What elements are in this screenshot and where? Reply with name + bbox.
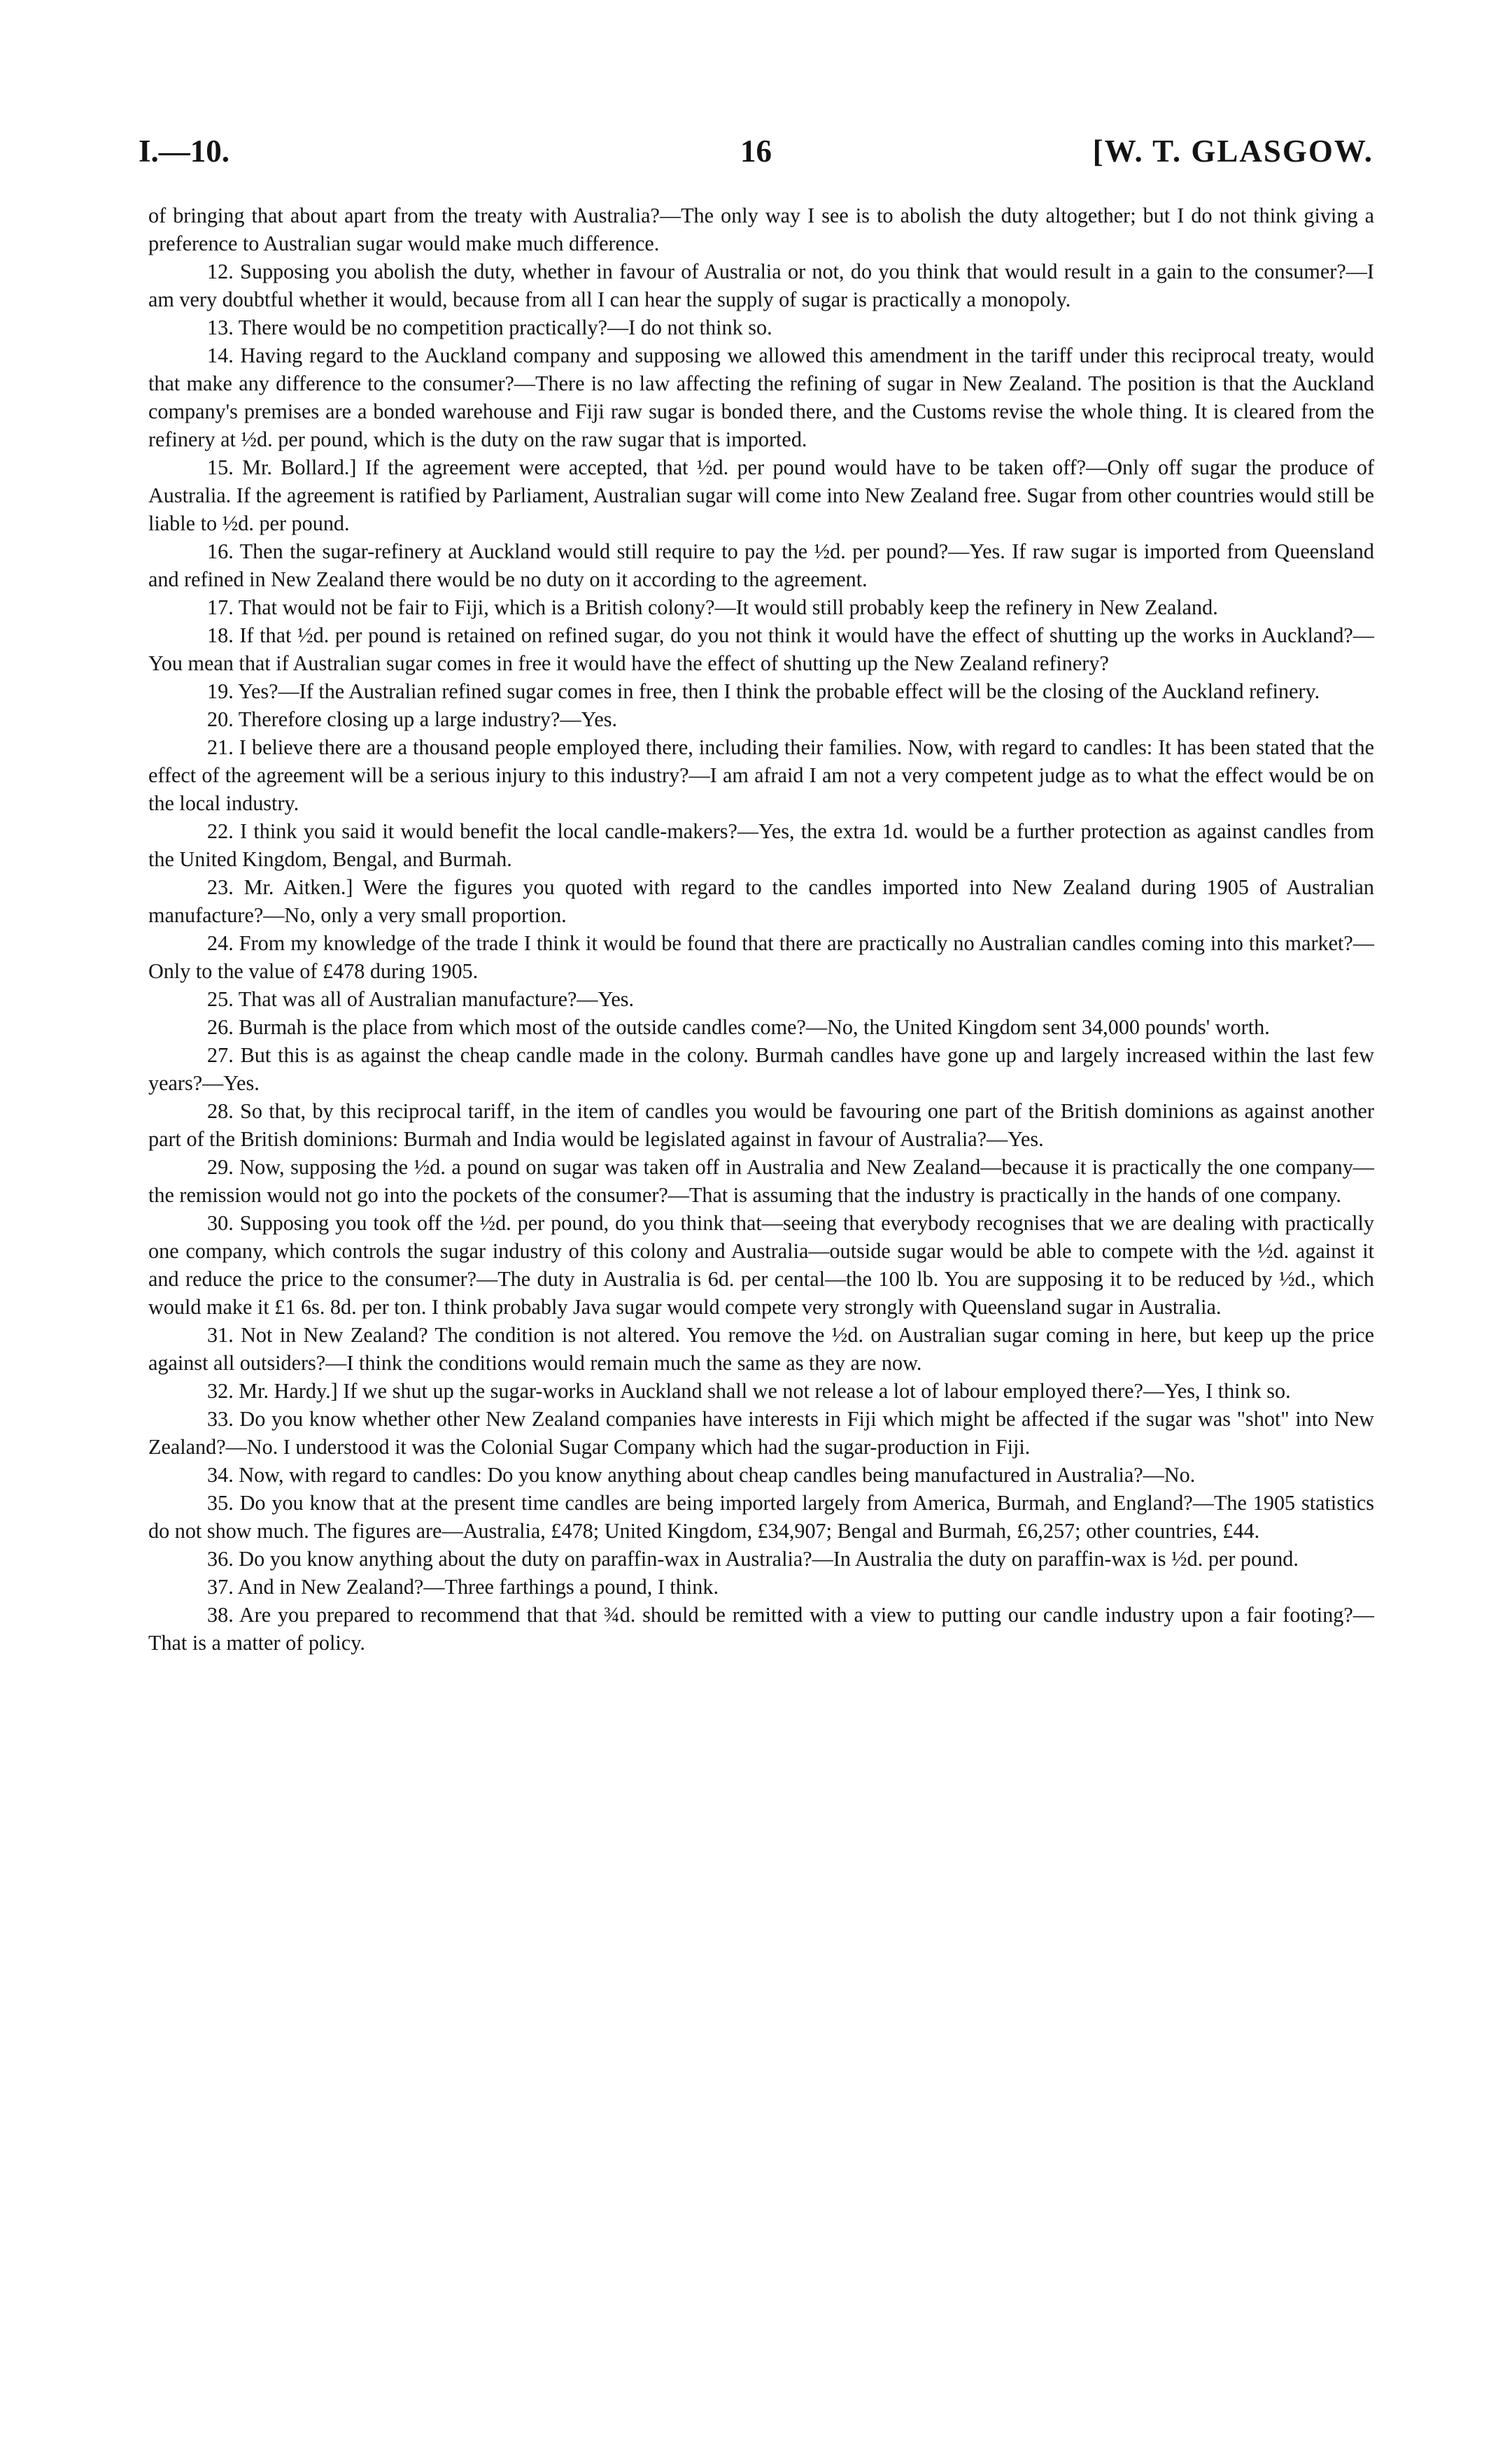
question-23: 23. Mr. Aitken.] Were the figures you quoted with regard to the candles imported into New Zealand during 1905 of Australian manufacture?—No, only a very small proportion.	[148, 875, 1374, 927]
page-header	[139, 130, 1373, 172]
question-25: 25. That was all of Australian manufacture?—Yes.	[207, 987, 635, 1011]
question-21: 21. I believe there are a thousand people employed there, including their families. Now, with regard to candles: It has been stated that the effect of the agreement will be a serious injury to this industry?—I am afraid I am not a very competent judge as to what the effect would be on the local industry.	[148, 735, 1374, 815]
question-20: 20. Therefore closing up a large industry?—Yes.	[207, 707, 618, 731]
page-number: 16	[740, 134, 772, 169]
question-16: 16. Then the sugar-refinery at Auckland would still require to pay the ½d. per pound?—Yes. If raw sugar is imported from Queensland and refined in New Zealand there would be no duty on it according to the agreement.	[148, 539, 1374, 591]
document-body	[148, 202, 1374, 1657]
question-17: 17. That would not be fair to Fiji, which is a British colony?—It would still probably keep the refinery in New Zealand.	[207, 595, 1218, 619]
page-reference: I.—10.	[139, 134, 230, 169]
question-32: 32. Mr. Hardy.] If we shut up the sugar-works in Auckland shall we not release a lot of labour employed there?—Yes, I think so.	[207, 1379, 1291, 1403]
question-34: 34. Now, with regard to candles: Do you know anything about cheap candles being manufactured in Australia?—No.	[207, 1463, 1196, 1487]
paragraph-continuation: of bringing that about apart from the treaty with Australia?—The only way I see is to abolish the duty altogether; but I do not think giving a preference to Australian sugar would make much difference.	[148, 204, 1374, 255]
question-13: 13. There would be no competition practically?—I do not think so.	[207, 316, 772, 339]
question-18: 18. If that ½d. per pound is retained on refined sugar, do you not think it would have the effect of shutting up the works in Auckland?—You mean that if Australian sugar comes in free it would have the effect of shutting up the New Zealand refinery?	[148, 623, 1374, 675]
question-29: 29. Now, supposing the ½d. a pound on sugar was taken off in Australia and New Zealand—because it is practically the one company—the remission would not go into the pockets of the consumer?—That is assuming that the industry is practically in the hands of one company.	[148, 1155, 1374, 1207]
question-28: 28. So that, by this reciprocal tariff, in the item of candles you would be favouring one part of the British dominions as against another part of the British dominions: Burmah and India would be legislated against in favour of Australia?—Yes.	[148, 1099, 1374, 1151]
question-19: 19. Yes?—If the Australian refined sugar comes in free, then I think the probable effect will be the closing of the Auckland refinery.	[207, 679, 1320, 703]
question-37: 37. And in New Zealand?—Three farthings a pound, I think.	[207, 1575, 719, 1599]
witness-name: [W. T. GLASGOW.	[1092, 134, 1373, 169]
question-36: 36. Do you know anything about the duty on paraffin-wax in Australia?—In Australia the duty on paraffin-wax is ½d. per pound.	[207, 1547, 1299, 1571]
question-24: 24. From my knowledge of the trade I think it would be found that there are practically no Australian candles coming into this market?—Only to the value of £478 during 1905.	[148, 931, 1374, 983]
question-26: 26. Burmah is the place from which most of the outside candles come?—No, the United Kingdom sent 34,000 pounds' worth.	[207, 1015, 1270, 1039]
question-35: 35. Do you know that at the present time candles are being imported largely from America, Burmah, and England?—The 1905 statistics do not show much. The figures are—Australia, £478; United Kingdom, £34,907; Bengal and Burmah, £6,257; other countries, £44.	[148, 1491, 1374, 1543]
question-33: 33. Do you know whether other New Zealand companies have interests in Fiji which might be affected if the sugar was "shot" into New Zealand?—No. I understood it was the Colonial Sugar Company which had the sugar-production in Fiji.	[148, 1407, 1374, 1459]
question-27: 27. But this is as against the cheap candle made in the colony. Burmah candles have gone up and largely increased within the last few years?—Yes.	[148, 1043, 1374, 1095]
question-22: 22. I think you said it would benefit the local candle-makers?—Yes, the extra 1d. would be a further protection as against candles from the United Kingdom, Bengal, and Burmah.	[148, 819, 1374, 871]
question-30: 30. Supposing you took off the ½d. per pound, do you think that—seeing that everybody recognises that we are dealing with practically one company, which controls the sugar industry of this colony and Australia—outside sugar would be able to compete with the ½d. against it and reduce the price to the consumer?—The duty in Australia is 6d. per cental—the 100 lb. You are supposing it to be reduced by ½d., which would make it £1 6s. 8d. per ton. I think probably Java sugar would compete very strongly with Queensland sugar in Australia.	[148, 1211, 1374, 1319]
question-31: 31. Not in New Zealand? The condition is not altered. You remove the ½d. on Australian sugar coming in here, but keep up the price against all outsiders?—I think the conditions would remain much the same as they are now.	[148, 1323, 1374, 1375]
question-15: 15. Mr. Bollard.] If the agreement were accepted, that ½d. per pound would have to be taken off?—Only off sugar the produce of Australia. If the agreement is ratified by Parliament, Australian sugar will come into New Zealand free. Sugar from other countries would still be liable to ½d. per pound.	[148, 455, 1374, 535]
question-38: 38. Are you prepared to recommend that that ¾d. should be remitted with a view to putting our candle industry upon a fair footing?—That is a matter of policy.	[148, 1603, 1374, 1655]
question-14: 14. Having regard to the Auckland company and supposing we allowed this amendment in the tariff under this reciprocal treaty, would that make any difference to the consumer?—There is no law affecting the refining of sugar in New Zealand. The position is that the Auckland company's premises are a bonded warehouse and Fiji raw sugar is bonded there, and the Customs revise the whole thing. It is cleared from the refinery at ½d. per pound, which is the duty on the raw sugar that is imported.	[148, 344, 1374, 451]
question-12: 12. Supposing you abolish the duty, whether in favour of Australia or not, do you think that would result in a gain to the consumer?—I am very doubtful whether it would, because from all I can hear the supply of sugar is practically a monopoly.	[148, 260, 1374, 311]
